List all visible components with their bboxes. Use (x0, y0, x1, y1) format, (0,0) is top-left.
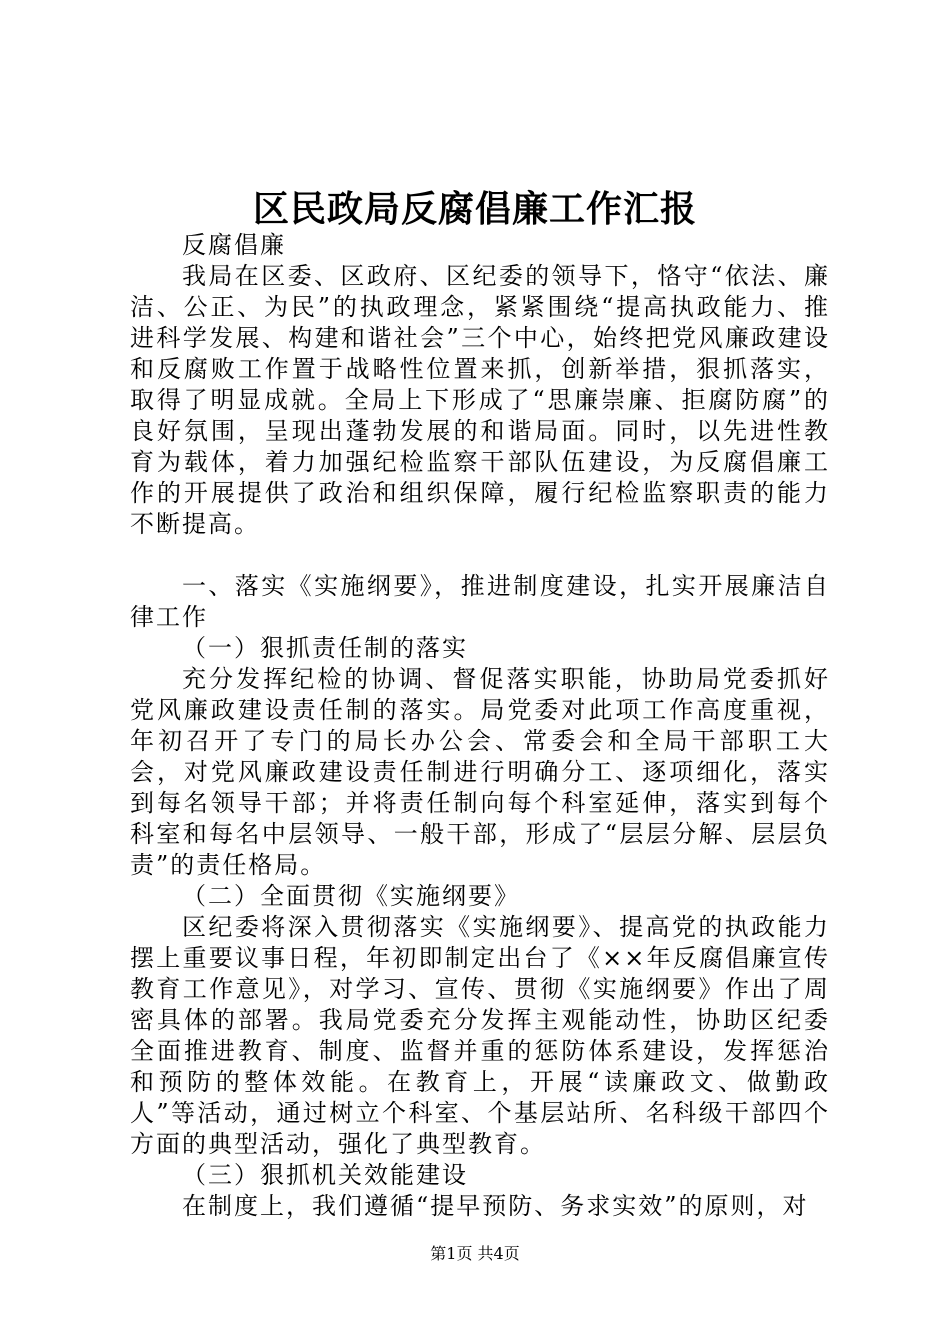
section-heading-1: 一、落实《实施纲要》，推进制度建设，扎实开展廉洁自律工作 (130, 572, 830, 631)
subheading-1: （一）狠抓责任制的落实 (182, 634, 468, 662)
paragraph-responsibility: 充分发挥纪检的协调、督促落实职能，协助局党委抓好党风廉政建设责任制的落实。局党委对此项工作高度重视，年初召开了专门的局长办公会、常委会和全局干部职工大会，对党风廉政建设责任制进行明确分工、逐项细化，落实到每名领导干部；并将责任制向每个科室延伸，落实到每个科室和每名中层领导、一般干部，形成了“层层分解、层层负责”的责任格局。 (130, 665, 830, 879)
paragraph-gap (130, 540, 830, 571)
page-footer: 第1页 共4页 (430, 1244, 520, 1263)
document-body (130, 230, 830, 1222)
subheading-2: （二）全面贯彻《实施纲要》 (182, 882, 520, 910)
paragraph-efficiency: 在制度上，我们遵循“提早预防、务求实效”的原则，对 (182, 1192, 809, 1220)
paragraph-intro-label: 反腐倡廉 (182, 231, 286, 259)
subheading-3: （三）狠抓机关效能建设 (182, 1161, 468, 1189)
paragraph-implementation: 区纪委将深入贯彻落实《实施纲要》、提高党的执政能力摆上重要议事日程，年初即制定出台了《××年反腐倡廉宣传教育工作意见》，对学习、宣传、贯彻《实施纲要》作出了周密具体的部署。我局党委充分发挥主观能动性，协助区纪委全面推进教育、制度、监督并重的惩防体系建设，发挥惩治和预防的整体效能。在教育上，开展“读廉政文、做勤政人”等活动，通过树立个科室、个基层站所、名科级干部四个方面的典型活动，强化了典型教育。 (130, 913, 830, 1158)
paragraph-intro: 我局在区委、区政府、区纪委的领导下，恪守“依法、廉洁、公正、为民”的执政理念，紧紧围绕“提高执政能力、推进科学发展、构建和谐社会”三个中心，始终把党风廉政建设和反腐败工作置于战略性位置来抓，创新举措，狠抓落实，取得了明显成就。全局上下形成了“思廉崇廉、拒腐防腐”的良好氛围，呈现出蓬勃发展的和谐局面。同时，以先进性教育为载体，着力加强纪检监察干部队伍建设，为反腐倡廉工作的开展提供了政治和组织保障，履行纪检监察职责的能力不断提高。 (130, 262, 830, 538)
document-title: 区民政局反腐倡廉工作汇报 (252, 188, 697, 230)
